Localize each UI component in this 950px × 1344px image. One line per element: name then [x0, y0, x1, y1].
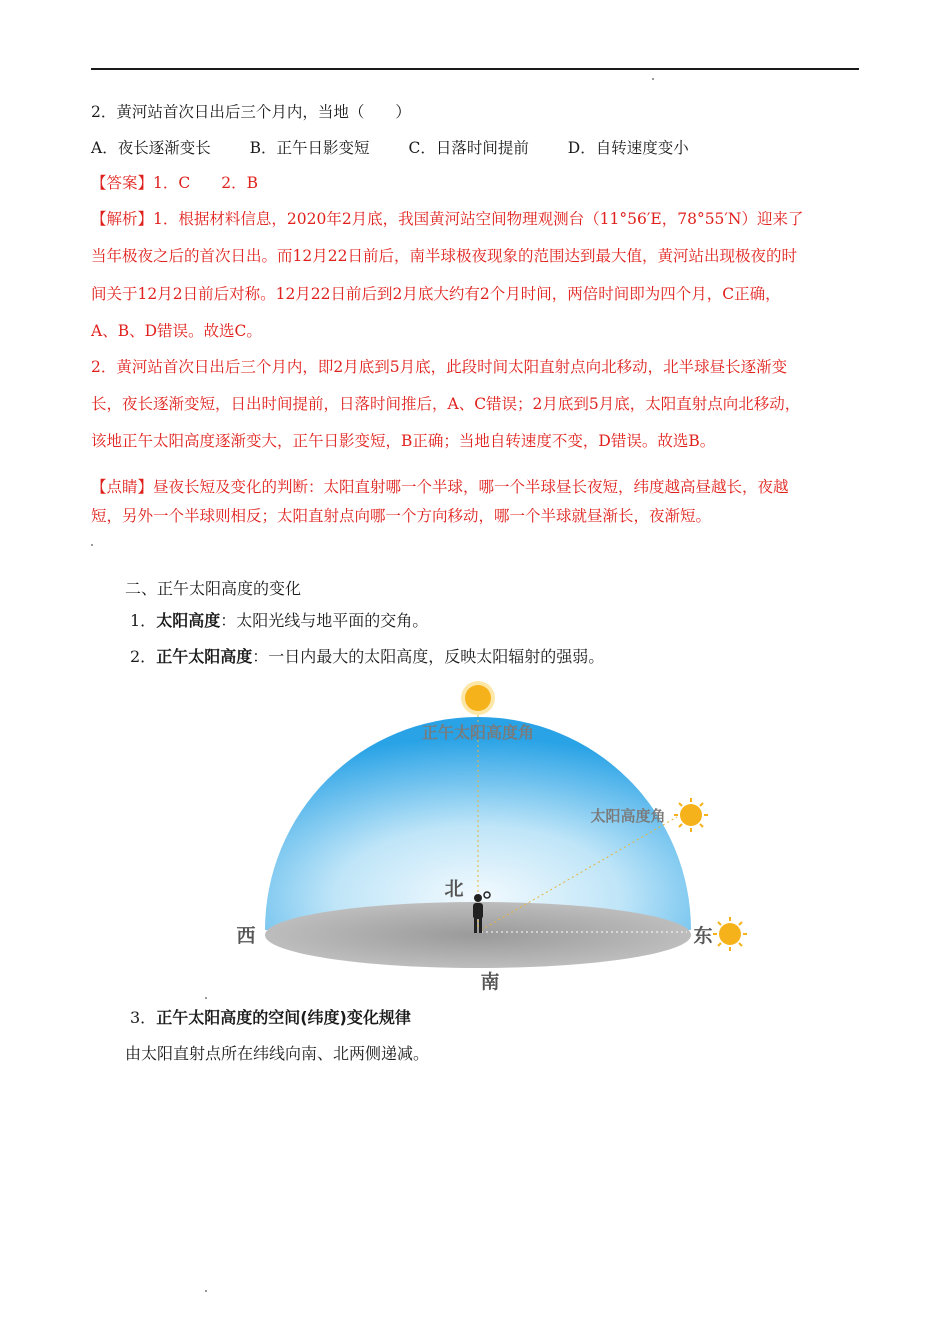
item-term: 太阳高度 — [156, 611, 221, 630]
altitude-label: 太阳高度角 — [590, 807, 666, 825]
answer-text: 1．C 2．B — [153, 174, 258, 192]
noon-altitude-label: 正午太阳高度角 — [421, 723, 535, 742]
item-desc: ：一日内最大的太阳高度，反映太阳辐射的强弱。 — [252, 647, 605, 666]
question-stem: 2．黄河站首次日出后三个月内，当地（ ） — [91, 103, 411, 121]
decorative-dot — [652, 78, 654, 80]
analysis-line-4: A、B、D错误。故选C。 — [91, 322, 262, 340]
item-term: 正午太阳高度的空间(纬度)变化规律 — [156, 1008, 411, 1027]
section-item-2 — [130, 646, 604, 668]
analysis-line-5: 2．黄河站首次日出后三个月内，即2月底到5月底，此段时间太阳直射点向北移动，北半球昼长逐渐变 — [91, 358, 788, 376]
analysis-text: 1．根据材料信息，2020年2月底，我国黄河站空间物理观测台（11°56′E，78°55′N）迎来了 — [153, 210, 804, 228]
section-heading — [125, 578, 301, 600]
item-number: 1． — [130, 611, 157, 630]
solar-altitude-diagram — [225, 680, 765, 1000]
option-b: B．正午日影变短 — [249, 139, 370, 157]
analysis-line-6: 长，夜长逐渐变短，日出时间提前，日落时间推后，A、C错误；2月底到5月底，太阳直射点向北移动， — [91, 395, 801, 413]
tip-tag: 【点睛】 — [91, 478, 154, 496]
decorative-dot — [205, 997, 207, 999]
north-label: 北 — [444, 878, 464, 900]
option-c: C．日落时间提前 — [408, 139, 529, 157]
analysis-line-2: 当年极夜之后的首次日出。而12月22日前后，南半球极夜现象的范围达到最大值，黄河站出现极夜的时 — [91, 247, 797, 265]
sun-icon — [461, 681, 495, 715]
east-label: 东 — [693, 925, 713, 947]
sun-icon — [713, 917, 747, 951]
west-label: 西 — [236, 925, 256, 947]
analysis-line-7: 该地正午太阳高度逐渐变大，正午日影变短，B正确；当地自转速度不变，D错误。故选B。 — [91, 432, 716, 450]
sun-icon — [674, 798, 708, 832]
tip-line-1 — [91, 476, 789, 498]
decorative-dot — [91, 544, 93, 546]
section-rule: 由太阳直射点所在纬线向南、北两侧递减。 — [125, 1044, 430, 1063]
item-number: 3． — [130, 1008, 157, 1027]
south-label: 南 — [480, 971, 500, 993]
decorative-dot — [205, 1290, 207, 1292]
section-item-1 — [130, 610, 428, 632]
item-term: 正午太阳高度 — [156, 647, 253, 666]
header-rule — [91, 68, 859, 70]
tip-line-2: 短，另外一个半球则相反；太阳直射点向哪一个方向移动，哪一个半球就昼渐长，夜渐短。 — [91, 507, 712, 525]
question-options — [91, 137, 723, 159]
option-d: D．自转速度变小 — [567, 139, 689, 157]
answer-line — [91, 172, 258, 194]
tip-text: 昼夜长短及变化的判断：太阳直射哪一个半球，哪一个半球昼长夜短，纬度越高昼越长，夜越 — [153, 478, 789, 496]
option-a: A．夜长逐渐变长 — [91, 139, 211, 157]
item-desc: ：太阳光线与地平面的交角。 — [220, 611, 429, 630]
answer-tag: 【答案】 — [91, 174, 154, 192]
section-heading-text: 二、正午太阳高度的变化 — [125, 579, 302, 598]
analysis-line-3: 间关于12月2日前后对称。12月22日前后到2月底大约有2个月时间，两倍时间即为四个月，C正确， — [91, 285, 781, 303]
item-number: 2． — [130, 647, 157, 666]
section-item-3 — [130, 1007, 411, 1029]
analysis-line-1 — [91, 208, 804, 230]
analysis-tag: 【解析】 — [91, 210, 154, 228]
